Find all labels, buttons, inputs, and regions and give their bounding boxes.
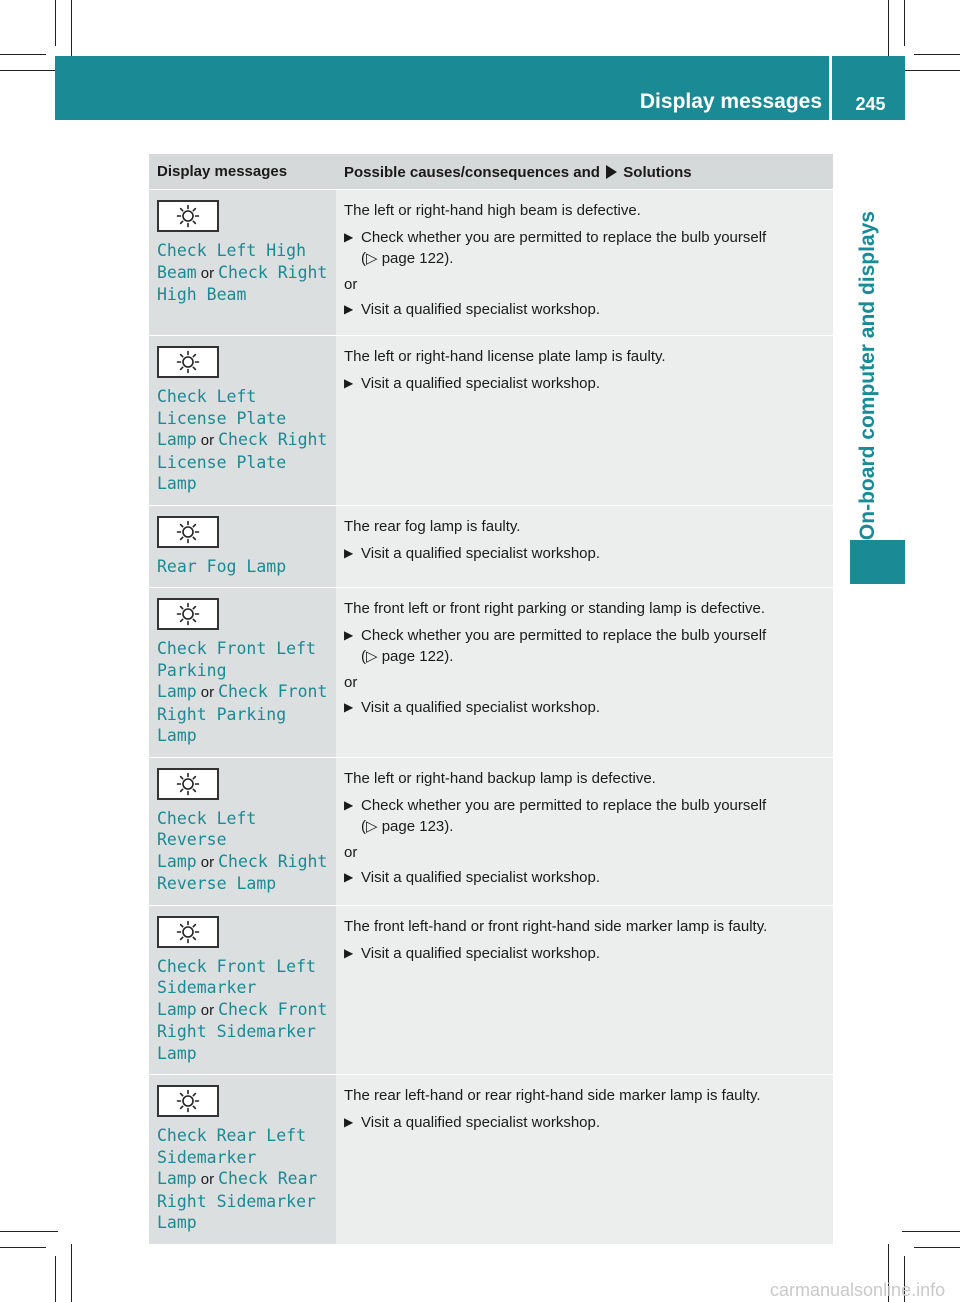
crop-mark [902,1231,960,1232]
crop-mark [0,1247,46,1248]
side-tab [838,160,898,540]
message-text: Check Rear Left Sidemarker Lamp [157,1126,307,1188]
crop-mark [902,70,960,71]
message-cell [149,906,336,1075]
message-text: Check Front Right Parking Lamp [157,682,328,745]
crop-mark [0,1231,58,1232]
display-message [157,386,328,495]
step-arrow-icon: ▶ [344,376,354,390]
column-header-display-messages [149,154,336,189]
table-row [149,906,833,1076]
or-text: or [344,276,358,293]
action-text: Visit a qualified specialist workshop. [361,375,601,392]
cause-text: The left or right-hand high beam is defective. [344,202,641,219]
table-row [149,336,833,506]
crop-mark [914,54,960,55]
crop-mark [71,0,72,58]
message-text: Check Front Right Sidemarker Lamp [157,999,328,1063]
message-text: Check Left License Plate Lamp [157,387,287,449]
bulb-icon [176,1089,200,1113]
solution-cell [336,758,833,905]
display-messages-table [149,154,833,1245]
table-row [149,588,833,758]
table-row [149,1075,833,1245]
side-tab-label: On-board computer and displays [856,210,879,540]
action-text: Check whether you are permitted to replace the bulb yourself [361,229,767,246]
action-text: Visit a qualified specialist workshop. [361,944,601,962]
table-row [149,190,833,336]
message-cell [149,336,336,505]
side-tab-marker [850,540,905,584]
action-text: Visit a qualified specialist workshop. [361,544,601,562]
bulb-icon [157,916,219,948]
play-arrow-icon [606,165,617,179]
solution-cell [336,190,833,335]
cause-text: The front left-hand or front right-hand side marker lamp is faulty. [344,917,768,935]
cause-text: The left or right-hand backup lamp is defective. [344,769,656,787]
action-step [344,227,827,269]
bulb-icon [157,768,219,800]
step-arrow-icon: ▶ [344,545,354,560]
bulb-icon [157,1085,219,1117]
step-arrow-icon: ▶ [344,869,354,884]
message-text: Check Rear Right Sidemarker Lamp [157,1169,318,1232]
message-text: Rear Fog Lamp [157,556,287,576]
solution-cell [336,588,833,757]
bulb-icon [176,920,200,944]
solution-cell [336,906,833,1075]
action-step [344,625,827,667]
table-row [149,506,833,589]
solution-cell [336,506,833,588]
or-text: or [200,1171,215,1188]
display-message [157,1125,328,1234]
action-step [344,299,827,320]
column-header-label: Display messages [157,163,288,180]
crop-mark [904,0,905,46]
cause-text: The front left or front right parking or standing lamp is defective. [344,600,766,617]
page-number: 245 [855,94,886,114]
crop-mark [888,0,889,58]
bulb-icon [157,346,219,378]
message-cell [149,190,336,335]
bulb-icon [176,602,200,626]
display-message [157,240,328,306]
bulb-icon [176,350,200,374]
cause-text: The left or right-hand license plate lamp is faulty. [344,348,666,365]
table-row [149,758,833,906]
crop-mark [914,1247,960,1248]
message-text: Check Right High Beam [157,262,328,304]
display-message [157,808,328,895]
step-arrow-icon: ▶ [344,230,354,244]
display-message [157,638,328,747]
step-arrow-icon: ▶ [344,797,354,812]
or-text: or [200,432,215,449]
action-text: Visit a qualified specialist workshop. [361,301,601,318]
page-reference: (▷ page 123). [361,817,454,835]
action-step [344,697,827,718]
or-text: or [344,843,358,861]
message-text: Check Right Reverse Lamp [157,851,328,893]
column-header-label: Solutions [619,164,692,181]
message-cell [149,588,336,757]
column-header-label: Possible causes/consequences and [344,164,605,181]
page-reference: (▷ page 122). [361,250,454,267]
step-arrow-icon: ▶ [344,302,354,316]
solution-cell [336,1075,833,1244]
step-arrow-icon: ▶ [344,1115,354,1129]
message-text: Check Left Reverse Lamp [157,808,257,871]
crop-mark [0,70,58,71]
bulb-icon [157,516,219,548]
action-step [344,1112,827,1133]
action-text: Visit a qualified specialist workshop. [361,1114,601,1131]
crop-mark [71,1244,72,1302]
watermark: carmanualsonline.info [770,1280,946,1300]
solution-cell [336,336,833,505]
or-text: or [200,853,215,871]
table-header-row [149,154,833,190]
action-text: Check whether you are permitted to replace the bulb yourself [361,796,767,814]
action-step [344,373,827,394]
cause-text: The rear left-hand or rear right-hand side marker lamp is faulty. [344,1087,761,1104]
bulb-icon [157,598,219,630]
action-text: Visit a qualified specialist workshop. [361,699,601,716]
or-text: or [344,674,358,691]
header-divider [829,56,832,120]
bulb-icon [176,772,200,796]
or-text: or [200,1001,215,1019]
or-text: or [200,684,215,701]
page-reference: (▷ page 122). [361,648,454,665]
message-cell [149,506,336,588]
step-arrow-icon: ▶ [344,945,354,960]
action-step [344,795,827,837]
bulb-icon [176,204,200,228]
message-cell [149,1075,336,1244]
bulb-icon [176,520,200,544]
crop-mark [55,1256,56,1302]
action-step [344,867,827,888]
action-step [344,543,827,564]
action-text: Check whether you are permitted to replace the bulb yourself [361,627,767,644]
page-title: Display messages [639,90,822,113]
action-step [344,943,827,964]
column-header-solutions [336,154,833,189]
cause-text: The rear fog lamp is faulty. [344,517,521,535]
display-message [157,556,328,578]
or-text: or [200,264,215,282]
step-arrow-icon: ▶ [344,628,354,642]
crop-mark [0,54,46,55]
step-arrow-icon: ▶ [344,700,354,714]
bulb-icon [157,200,219,232]
crop-mark [55,0,56,46]
message-cell [149,758,336,905]
message-text: Check Left High Beam [157,241,307,282]
message-text: Check Front Left Sidemarker Lamp [157,956,316,1019]
message-text: Check Right License Plate Lamp [157,430,328,493]
action-text: Visit a qualified specialist workshop. [361,868,601,886]
display-message [157,956,328,1065]
message-text: Check Front Left Parking Lamp [157,639,316,701]
